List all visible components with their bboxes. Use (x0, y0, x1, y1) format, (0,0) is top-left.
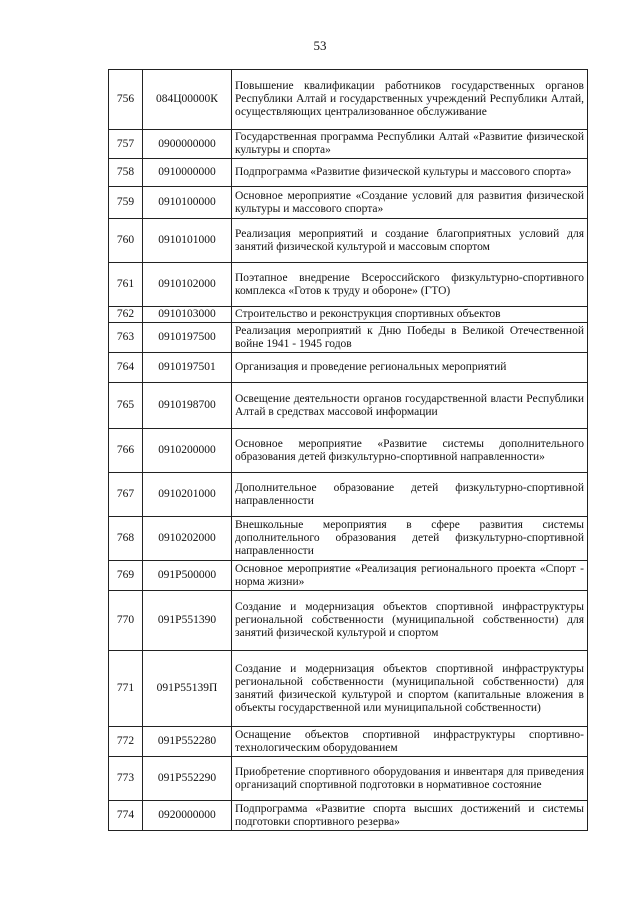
row-description: Создание и модернизация объектов спортивной инфраструктуры региональной собственности (муниципальной собственности) для занятий физической культурой и спортом (капитальные вложения в объекты государственной или муниципальной собственности) (232, 651, 588, 727)
table-row (109, 727, 588, 757)
row-number: 760 (109, 219, 143, 263)
row-number: 766 (109, 429, 143, 473)
row-description: Внешкольные мероприятия в сфере развития системы дополнительного образования детей физкультурно-спортивной направленности (232, 517, 588, 561)
row-number: 762 (109, 307, 143, 323)
row-number: 774 (109, 801, 143, 831)
budget-code: 0910197501 (143, 353, 232, 383)
budget-code: 0910202000 (143, 517, 232, 561)
budget-code: 091P551390 (143, 591, 232, 651)
budget-code: 0910103000 (143, 307, 232, 323)
budget-code: 0910200000 (143, 429, 232, 473)
table-row (109, 70, 588, 130)
row-description: Повышение квалификации работников государственных органов Республики Алтай и государственных учреждений Республики Алтай, осуществляющих централизованное обслуживание (232, 70, 588, 130)
row-number: 763 (109, 323, 143, 353)
budget-code: 0910101000 (143, 219, 232, 263)
row-number: 771 (109, 651, 143, 727)
row-number: 759 (109, 187, 143, 219)
budget-code: 0910000000 (143, 159, 232, 187)
row-number: 772 (109, 727, 143, 757)
row-number: 758 (109, 159, 143, 187)
row-number: 770 (109, 591, 143, 651)
table-row (109, 323, 588, 353)
row-description: Основное мероприятие «Создание условий для развития физической культуры и массового спорта» (232, 187, 588, 219)
row-number: 761 (109, 263, 143, 307)
table-row (109, 263, 588, 307)
budget-code: 091P500000 (143, 561, 232, 591)
row-description: Основное мероприятие «Реализация регионального проекта «Спорт - норма жизни» (232, 561, 588, 591)
row-number: 767 (109, 473, 143, 517)
table-row (109, 757, 588, 801)
budget-code: 0920000000 (143, 801, 232, 831)
table-row (109, 473, 588, 517)
budget-code: 0910198700 (143, 383, 232, 429)
table-row (109, 353, 588, 383)
table-row (109, 651, 588, 727)
row-description: Основное мероприятие «Развитие системы дополнительного образования детей физкультурно-спортивной направленности» (232, 429, 588, 473)
table-row (109, 187, 588, 219)
budget-code: 0910197500 (143, 323, 232, 353)
budget-code: 0910201000 (143, 473, 232, 517)
table-row (109, 591, 588, 651)
row-description: Организация и проведение региональных мероприятий (232, 353, 588, 383)
row-description: Оснащение объектов спортивной инфраструктуры спортивно-технологическим оборудованием (232, 727, 588, 757)
budget-code: 0910100000 (143, 187, 232, 219)
table-row (109, 159, 588, 187)
table-body (109, 70, 588, 831)
row-number: 756 (109, 70, 143, 130)
row-description: Подпрограмма «Развитие физической культуры и массового спорта» (232, 159, 588, 187)
budget-code: 0900000000 (143, 130, 232, 159)
row-number: 757 (109, 130, 143, 159)
row-number: 765 (109, 383, 143, 429)
row-description: Реализация мероприятий к Дню Победы в Великой Отечественной войне 1941 - 1945 годов (232, 323, 588, 353)
row-description: Создание и модернизация объектов спортивной инфраструктуры региональной собственности (муниципальной собственности) для занятий физической культурой и спортом (232, 591, 588, 651)
row-description: Государственная программа Республики Алтай «Развитие физической культуры и спорта» (232, 130, 588, 159)
table-row (109, 429, 588, 473)
table-row (109, 383, 588, 429)
row-description: Реализация мероприятий и создание благоприятных условий для занятий физической культурой и массовым спортом (232, 219, 588, 263)
table-row (109, 219, 588, 263)
table-row (109, 517, 588, 561)
budget-code: 0910102000 (143, 263, 232, 307)
table-row (109, 801, 588, 831)
budget-code: 091P552280 (143, 727, 232, 757)
row-description: Освещение деятельности органов государственной власти Республики Алтай в средствах массовой информации (232, 383, 588, 429)
row-description: Приобретение спортивного оборудования и инвентаря для приведения организаций спортивной подготовки в нормативное состояние (232, 757, 588, 801)
row-number: 764 (109, 353, 143, 383)
table-row (109, 561, 588, 591)
table-row (109, 130, 588, 159)
budget-code: 091P55139П (143, 651, 232, 727)
row-description: Дополнительное образование детей физкультурно-спортивной направленности (232, 473, 588, 517)
row-description: Строительство и реконструкция спортивных объектов (232, 307, 588, 323)
budget-code: 084Ц00000К (143, 70, 232, 130)
page-number: 53 (313, 38, 327, 53)
budget-classification-table (108, 69, 588, 831)
table-row (109, 307, 588, 323)
budget-code: 091P552290 (143, 757, 232, 801)
row-number: 769 (109, 561, 143, 591)
row-description: Подпрограмма «Развитие спорта высших достижений и системы подготовки спортивного резерва» (232, 801, 588, 831)
row-number: 768 (109, 517, 143, 561)
row-number: 773 (109, 757, 143, 801)
row-description: Поэтапное внедрение Всероссийского физкультурно-спортивного комплекса «Готов к труду и обороне» (ГТО) (232, 263, 588, 307)
